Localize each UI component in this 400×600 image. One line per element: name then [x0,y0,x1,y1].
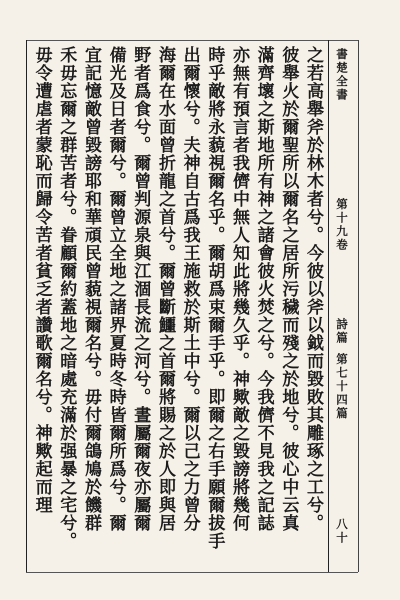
inner-right-rule [328,40,329,572]
section-label: 詩篇 [335,318,349,345]
bottom-rule [26,572,358,573]
text-column-4: 亦無有預言者我儕中無人知此將幾久乎。神歟敵之毀謗將幾何 [228,46,249,532]
left-rule [26,40,27,572]
text-column-2: 彼舉火於爾聖所以爾名之居所污穢而殘之於地兮。彼心中云真 [278,46,299,532]
volume-label: 第十九卷 [335,198,349,252]
text-column-7: 海爾在水面曾折龍之首兮。爾曾斷鱷之首爾將賜之於人即與居 [154,46,175,532]
chapter-label: 第七十四篇 [335,353,349,421]
text-column-12: 毋令遭虐者蒙恥而歸令苦者貧乏者讚歌爾名兮。神歟起而理 [31,46,52,514]
text-column-11: 禾毋忘爾之群苦者兮。眷顧爾約蓋地之暗處充滿於强暴之宅兮。 [56,46,77,550]
text-column-1: 之若高舉斧於林木者兮。今彼以斧以鉞而毀敗其雕琢之工兮。 [303,46,323,532]
page-number: 八十 [335,518,349,545]
top-rule [26,40,358,41]
text-column-9: 備光及日者爾兮。爾曾立全地之諸界夏時冬時皆爾所爲兮。爾 [105,46,126,532]
book-title: 書楚全書 [335,48,349,102]
text-column-8: 野者爲食兮。爾曾判源泉與江涸長流之河兮。晝屬爾夜亦屬爾 [130,46,151,532]
text-column-3: 滿齊壞之斯地所有神之諸會彼火焚之兮。今我儕不見我之記誌 [253,46,274,532]
outer-right-rule [358,40,359,572]
text-column-5: 時乎敵將永藐視爾名乎。爾胡爲束爾手乎。即爾之右手願爾拔手 [204,46,225,550]
page-margin-column [334,48,354,568]
text-body [30,46,326,570]
text-column-10: 宜記憶敵曾毀謗耶和華頑民曾藐視爾名兮。毋付爾鴿鳩於饑群 [80,46,101,532]
text-column-6: 出爾懷兮。夫神自古爲我王施救於斯土中兮。爾以己之力曾分 [179,46,200,532]
